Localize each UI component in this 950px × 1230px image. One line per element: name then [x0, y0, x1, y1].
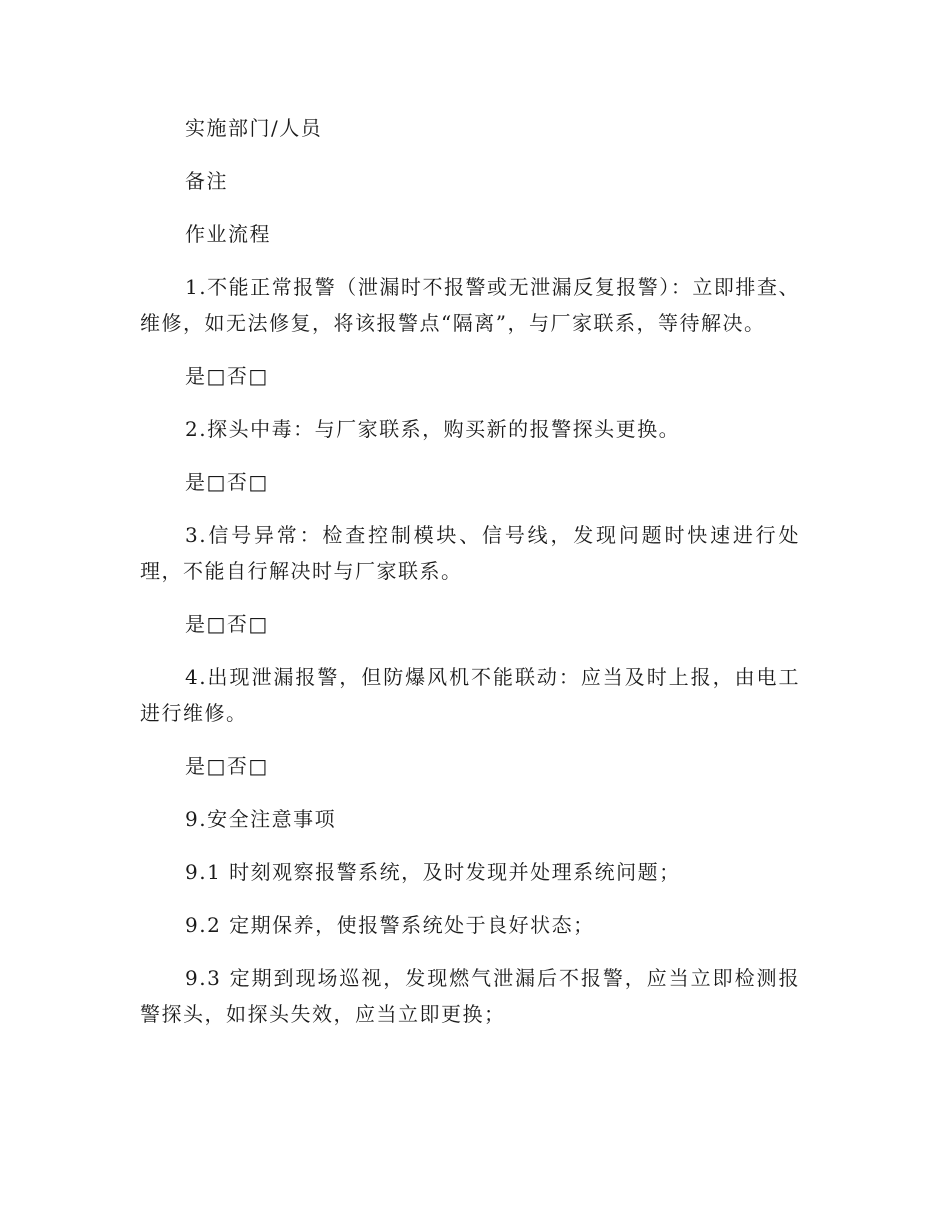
step-3-check: 是□否□	[185, 612, 269, 636]
step-1: 1.不能正常报警（泄漏时不报警或无泄漏反复报警）：立即排查、维修，如无法修复，将该报警点“隔离”，与厂家联系，等待解决。	[140, 275, 800, 335]
step-4-check: 是□否□	[185, 754, 269, 778]
step-4: 4.出现泄漏报警，但防爆风机不能联动：应当及时上报，由电工进行维修。	[140, 665, 800, 725]
section-9-heading: 9.安全注意事项	[185, 807, 337, 831]
step-3: 3.信号异常：检查控制模块、信号线，发现问题时快速进行处理，不能自行解决时与厂家联系。	[140, 523, 800, 583]
step-2: 2.探头中毒：与厂家联系，购买新的报警探头更换。	[185, 417, 681, 441]
heading-remarks: 备注	[185, 169, 228, 193]
item-9-2: 9.2 定期保养，使报警系统处于良好状态；	[185, 913, 595, 937]
step-2-check: 是□否□	[185, 470, 269, 494]
item-9-3: 9.3 定期到现场巡视，发现燃气泄漏后不报警，应当立即检测报警探头，如探头失效，应当立即更换；	[140, 966, 800, 1026]
document-page	[140, 110, 800, 1049]
heading-implementing-dept: 实施部门/人员	[185, 116, 323, 140]
item-9-1: 9.1 时刻观察报警系统，及时发现并处理系统问题；	[185, 860, 681, 884]
step-1-check: 是□否□	[185, 364, 269, 388]
heading-workflow: 作业流程	[185, 222, 271, 246]
